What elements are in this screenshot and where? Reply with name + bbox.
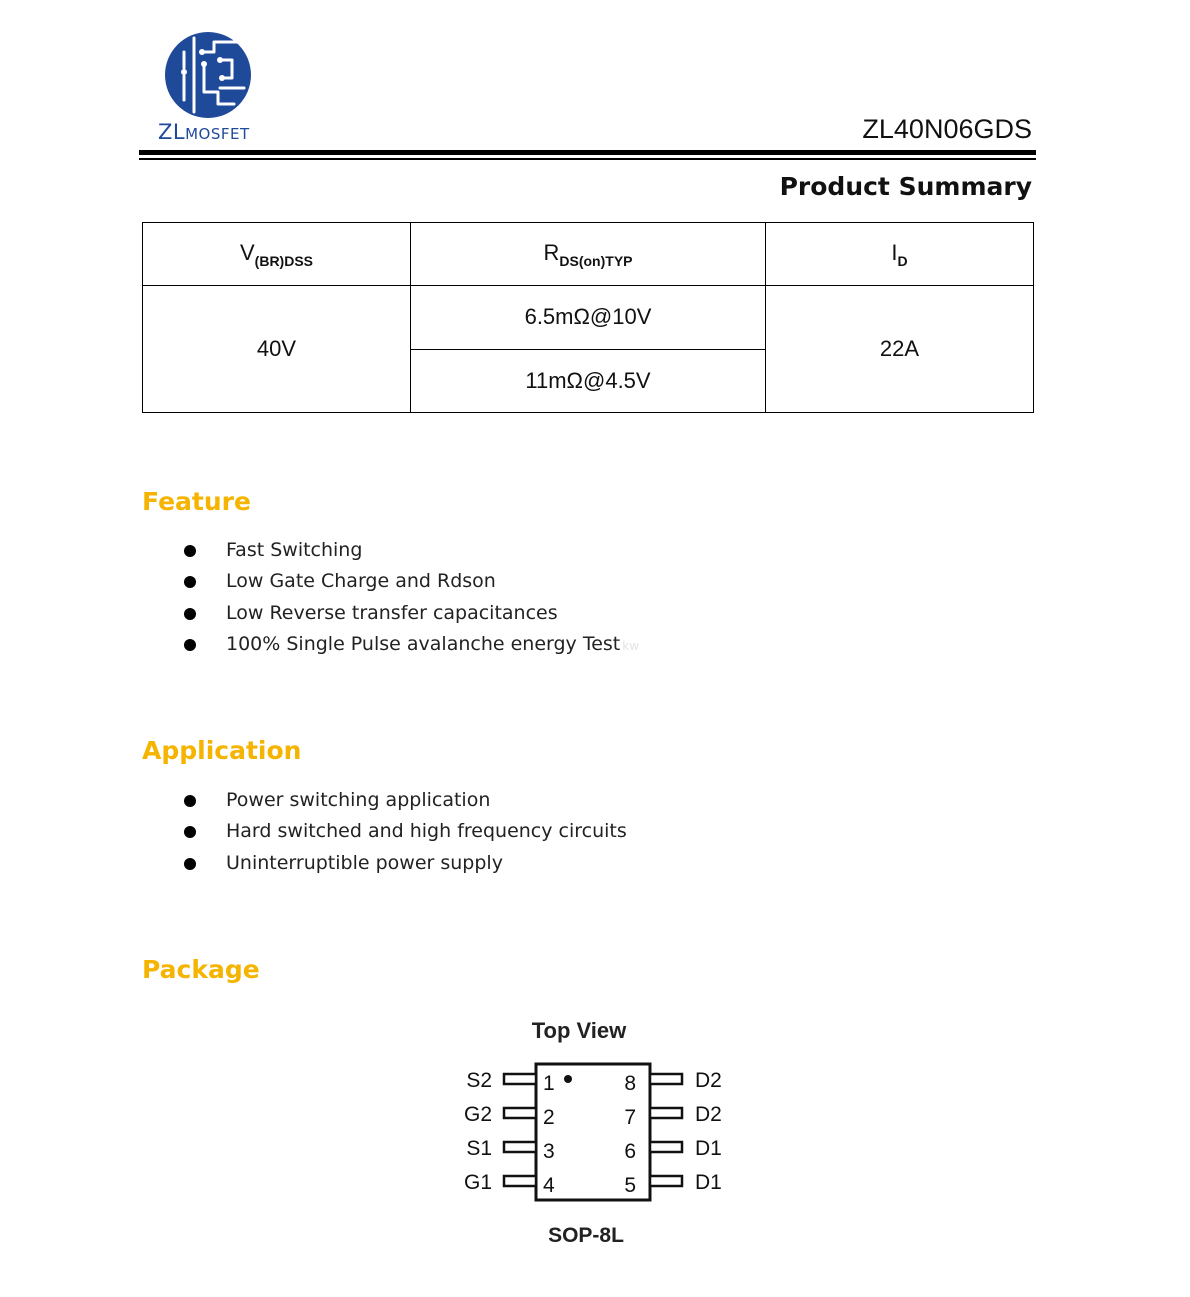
pin-label-left: G1 bbox=[463, 1171, 492, 1194]
pin-label-left: S1 bbox=[466, 1137, 492, 1160]
list-item: Power switching application bbox=[184, 785, 627, 816]
logo-text-zl: ZL bbox=[158, 120, 186, 144]
pin-number: 4 bbox=[543, 1174, 555, 1197]
bullet-icon bbox=[184, 639, 196, 651]
lead-left bbox=[504, 1142, 536, 1152]
list-item: Low Gate Charge and Rdson bbox=[184, 566, 639, 597]
pin-label-left: S2 bbox=[466, 1069, 492, 1092]
pin-number: 5 bbox=[624, 1174, 636, 1197]
table-row bbox=[143, 286, 1034, 349]
cell-id-value: 22A bbox=[766, 286, 1034, 413]
pin-number: 2 bbox=[543, 1106, 555, 1129]
list-item: Uninterruptible power supply bbox=[184, 848, 627, 879]
table-header-row bbox=[143, 223, 1034, 286]
feature-list bbox=[184, 535, 639, 660]
bullet-icon bbox=[184, 608, 196, 620]
pin-label-right: D2 bbox=[695, 1103, 722, 1126]
pin-label-right: D2 bbox=[695, 1069, 722, 1092]
feature-title: Feature bbox=[142, 487, 251, 516]
cell-rdson-10v: 6.5mΩ@10V bbox=[411, 286, 766, 349]
cell-rdson-4v5: 11mΩ@4.5V bbox=[411, 349, 766, 412]
logo-text-mosfet: MOSFET bbox=[185, 125, 250, 143]
bullet-icon bbox=[184, 545, 196, 557]
header-rule-thin bbox=[139, 158, 1036, 160]
faint-suffix: kw bbox=[622, 638, 640, 653]
sop8-pinout-diagram bbox=[450, 1012, 740, 1252]
lead-right bbox=[650, 1142, 682, 1152]
pin-number: 8 bbox=[624, 1072, 636, 1095]
pin-number: 7 bbox=[624, 1106, 636, 1129]
diagram-title: Top View bbox=[531, 1018, 627, 1043]
bullet-icon bbox=[184, 858, 196, 870]
header-rule-thick bbox=[139, 150, 1036, 155]
bullet-icon bbox=[184, 795, 196, 807]
pin-number: 3 bbox=[543, 1140, 555, 1163]
logo-icon bbox=[162, 30, 254, 120]
lead-right bbox=[650, 1074, 682, 1084]
lead-left bbox=[504, 1108, 536, 1118]
list-item: Fast Switching bbox=[184, 535, 639, 566]
pin-label-right: D1 bbox=[695, 1137, 722, 1160]
bullet-icon bbox=[184, 826, 196, 838]
list-item: 100% Single Pulse avalanche energy Test kw bbox=[184, 629, 639, 660]
logo-text bbox=[158, 120, 250, 144]
company-logo bbox=[150, 28, 270, 146]
package-title: Package bbox=[142, 955, 260, 984]
list-item: Hard switched and high frequency circuits bbox=[184, 816, 627, 847]
list-item: Low Reverse transfer capacitances bbox=[184, 598, 639, 629]
pin1-marker-icon bbox=[564, 1075, 572, 1083]
lead-left bbox=[504, 1176, 536, 1186]
pin-number: 1 bbox=[543, 1072, 555, 1095]
application-list bbox=[184, 785, 627, 879]
header-rdson: $R_{DS(on)TYP}$ bbox=[411, 223, 766, 286]
lead-right bbox=[650, 1108, 682, 1118]
pin-label-left: G2 bbox=[463, 1103, 492, 1126]
header-vbrdss: $V_{(BR)DSS}$ bbox=[143, 223, 411, 286]
product-summary-title: Product Summary bbox=[779, 172, 1032, 201]
package-name: SOP-8L bbox=[548, 1224, 624, 1247]
lead-right bbox=[650, 1176, 682, 1186]
part-number: ZL40N06GDS bbox=[862, 114, 1032, 144]
header-id: $I_D$ bbox=[766, 223, 1034, 286]
bullet-icon bbox=[184, 576, 196, 588]
pin-number: 6 bbox=[624, 1140, 636, 1163]
application-title: Application bbox=[142, 736, 302, 765]
pin-label-right: D1 bbox=[695, 1171, 722, 1194]
lead-left bbox=[504, 1074, 536, 1084]
product-summary-table bbox=[142, 222, 1034, 413]
cell-vbrdss-value: 40V bbox=[143, 286, 411, 413]
